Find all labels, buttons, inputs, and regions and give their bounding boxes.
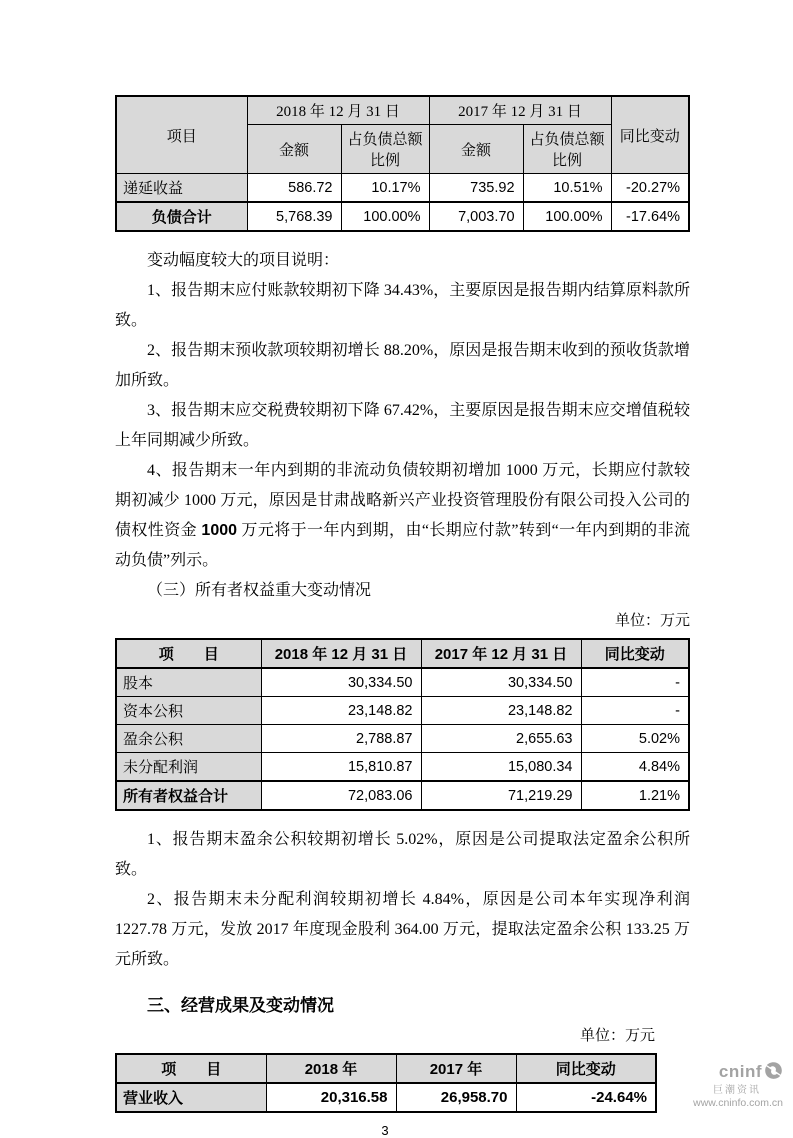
col-header-yoy: 同比变动 [516,1054,656,1083]
row-label: 未分配利润 [116,753,261,782]
cninfo-logo [693,1061,783,1110]
col-header-date-2017: 2017 年 12 月 31 日 [421,639,581,668]
col-header-amount-2017: 金额 [429,125,523,174]
cell-yoy: 4.84% [581,753,689,782]
cell-2017: 15,080.34 [421,753,581,782]
cell-2017: 2,655.63 [421,725,581,753]
row-label: 盈余公积 [116,725,261,753]
equity-note-2: 2、报告期末未分配利润较期初增长 4.84%，原因是公司本年实现净利润 1227.78 万元，发放 2017 年度现金股利 364.00 万元，提取法定盈余公积 133.25 万元所致。 [115,891,690,968]
cninfo-swirl-icon [764,1061,783,1085]
col-header-item: 项目 [116,96,247,174]
row-label: 递延收益 [116,174,247,203]
cell-2018: 72,083.06 [261,781,421,810]
cell-amount-2018: 5,768.39 [247,202,341,231]
col-header-item: 项 目 [116,639,261,668]
table-row [116,725,689,753]
cell-2018: 30,334.50 [261,668,421,697]
equity-note-1: 1、报告期末盈余公积较期初增长 5.02%，原因是公司提取法定盈余公积所致。 [115,831,690,878]
section-heading-operating: 三、经营成果及变动情况 [147,996,334,1015]
note-4-bold-amount: 1000 [201,522,238,539]
col-header-yoy: 同比变动 [581,639,689,668]
cell-yoy: -24.64% [516,1083,656,1112]
note-4-text: 4、报告期末一年内到期的非流动负债较期初增加 1000 万元，长期应付款较期初减少 1000 万元，原因是甘肃战略新兴产业投资管理股份有限公司投入公司的债权性资金 [115,462,690,539]
cninfo-caption: 巨潮资讯 [713,1085,761,1097]
cell-ratio-2017: 10.51% [523,174,611,203]
table-total-row [116,202,689,231]
cell-yoy: 5.02% [581,725,689,753]
cell-2017: 30,334.50 [421,668,581,697]
col-header-date-2018: 2018 年 12 月 31 日 [261,639,421,668]
table-row [116,1083,656,1112]
liabilities-table [115,95,690,232]
col-header-2018: 2018 年 [266,1054,396,1083]
cell-yoy: -20.27% [611,174,689,203]
cell-2018: 23,148.82 [261,697,421,725]
cell-ratio-2018: 10.17% [341,174,429,203]
page-number: 3 [381,1123,389,1138]
cell-yoy: -17.64% [611,202,689,231]
row-label-total: 所有者权益合计 [116,781,261,810]
row-label: 营业收入 [116,1083,266,1112]
row-label: 资本公积 [116,697,261,725]
col-header-date-2017: 2017 年 12 月 31 日 [429,96,611,125]
cell-amount-2018: 586.72 [247,174,341,203]
col-header-ratio-2018: 占负债总额比例 [341,125,429,174]
table-row [116,753,689,782]
cell-yoy: - [581,697,689,725]
cell-yoy: - [581,668,689,697]
cell-2017: 23,148.82 [421,697,581,725]
row-label: 股本 [116,668,261,697]
cninfo-logo-text: cninf [718,1062,762,1082]
equity-table [115,638,690,811]
cell-ratio-2017: 100.00% [523,202,611,231]
col-header-2017: 2017 年 [396,1054,516,1083]
cell-2018: 15,810.87 [261,753,421,782]
note-paragraph-1: 1、报告期末应付账款较期初下降 34.43%，主要原因是报告期内结算原料款所致。 [115,282,690,329]
operating-results-table [115,1053,657,1113]
unit-label: 单位：万元 [579,1028,655,1044]
note-paragraph-3: 3、报告期末应交税费较期初下降 67.42%，主要原因是报告期末应交增值税较上年同期减少所致。 [115,402,690,449]
table-row [116,697,689,725]
col-header-yoy: 同比变动 [611,96,689,174]
note-paragraph-4 [115,456,690,576]
cell-2017: 71,219.29 [421,781,581,810]
table-total-row [116,781,689,810]
col-header-item: 项 目 [116,1054,266,1083]
col-header-ratio-2017: 占负债总额比例 [523,125,611,174]
note-paragraph-2: 2、报告期末预收款项较期初增长 88.20%，原因是报告期末收到的预收货款增加所致。 [115,342,690,389]
cell-2017: 26,958.70 [396,1083,516,1112]
unit-label: 单位：万元 [614,613,690,629]
col-header-date-2018: 2018 年 12 月 31 日 [247,96,429,125]
cell-ratio-2018: 100.00% [341,202,429,231]
cell-amount-2017: 735.92 [429,174,523,203]
page-content [115,95,690,1138]
row-label-total: 负债合计 [116,202,247,231]
table-row [116,174,689,203]
cell-yoy: 1.21% [581,781,689,810]
section-heading-equity: （三）所有者权益重大变动情况 [147,582,372,599]
notes-intro: 变动幅度较大的项目说明： [147,252,340,269]
cell-2018: 20,316.58 [266,1083,396,1112]
cell-2018: 2,788.87 [261,725,421,753]
cell-amount-2017: 7,003.70 [429,202,523,231]
col-header-amount-2018: 金额 [247,125,341,174]
cninfo-url: www.cninfo.com.cn [693,1097,783,1110]
table-row [116,668,689,697]
note-4-text-cont: 万元将于一年内到期，由“长期应付款”转到“一年内到期的非流动负债”列示。 [115,522,690,569]
